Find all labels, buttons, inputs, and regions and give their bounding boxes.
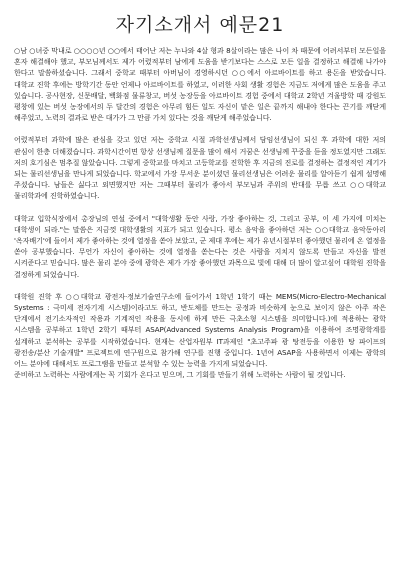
paragraph-gap xyxy=(14,202,386,213)
paragraph-science-interest: 어렸적부터 과학에 많은 관심을 갖고 있던 저는 중학교 시절 과학선생님께서 담임선생님이 되신 후 과학에 대한 저의 관심이 한층 더해졌습니다. 과학시간이면 항상 선생님께 질문을 많이 해서 거꿈은 선생님께 꾸중을 듣을 정도였지만 그래도 저의 호기심은 멈추질 않았습니다. 그렇게 중학교를 마치고 고등학교를 진학한 후 지금의 진로를 결정하는 결정적인 계기가 되는 물리선생님을 만나게 되었습니다. 학교에서 가장 무서운 분이셨던 물리선생님은 어려운 물리를 알아듣기 쉽게 설명해 주셨습니다. 남들은 싫다고 외면했지만 저는 그때부터 물리가 좋아서 부모님과 주위의 반대를 무릅 쓰고 ○○대학교 물리학과에 진학하였습니다. xyxy=(14,135,386,201)
document-title: 자기소개서 예문21 xyxy=(115,14,285,36)
paragraph-family-background: ○남 ○녀중 막내로 ○○○○년 ○○에서 태어난 저는 누나와 4살 형과 8살이라는 많은 나이 차 때문에 어려서부터 모든일을 혼자 해결해야 했고, 부모님께서도 제가 어렸적부터 남에게 도움을 받기보다는 스스로 모든 일을 결정하고 해결해 나가야 한다고 말씀하셨습니다. 그래서 중학교 때부터 아버님이 경영하시던 ○○에서 아르바이트를 하고 용돈을 받았습니다. 대학교 진학 후에는 방학기간 동안 언제나 아르바이트를 하였고, 이러한 사회 생활 경험은 지금도 저에게 많은 도움을 주고 있습니다. 공사현장, 신문배달, 백화점 물류창고, 버섯 농장등을 아르바이트 경험 중에서 대학교 2학년 겨울방학 때 강원도 평창에 있는 버섯 농장에서의 두 달간의 경험은 아무리 힘든 일도 자신이 맡은 일은 끝까지 해내야 한다는 끈기를 깨닫게 해주었고, 노력의 결과로 받은 대가가 그 만큼 가치 있다는 것을 깨닫게 해주었습니다. xyxy=(14,46,386,123)
paragraph-graduate-research: 대학원 진학 후 ○○대학교 광전자·정보기술연구소에 들어가서 1학년 1학기 때는 MEMS(Micro-Electro-Mechanical Systems : 극미세 전자기계 시스템)이라고도 하고, 반도체를 만드는 공정과 비슷하게 눈으로 보이지 않은 아주 작은 단계에서 전기소자적인 작용과 기계적인 작용을 동시에 하게 만든 극초소형 시스템을 의미합니다.)에 적용하는 광학 시스템을 공부하고 1학년 2학기 때부터 ASAP(Advanced Systems Analysis Program)을 이용하여 조명광학계를 설계하고 분석하는 공부를 시작하였습니다. 현재는 산업자원부 IT과제인 "초고주파 광 탕전등을 이용한 탕 파이프의 광전송/분산 기술개발" 프로젝트에 연구원으로 참가해 연구를 진행 중입니다. 1년여 ASAP을 사용하면서 이제는 광학의 어느 분야에 대해서도 프로그램을 만들고 분석할 수 있는 능력을 가지게 되었습니다. xyxy=(14,291,386,369)
paragraph-gap xyxy=(14,280,386,291)
paragraph-gap xyxy=(14,123,386,134)
paragraph-university-life: 대학교 입학식장에서 총장님의 연설 중에서 "대학생활 동안 사랑, 가장 좋아하는 것, 그리고 공부, 이 세 가지에 미치는 대학생이 되라."는 말씀은 지금껏 대학생활의 지표가 되고 있습니다. 평소 음악을 좋아하던 저는 ○○대학교 음악동아리 '옥자배기'에 들어서 제가 좋아하는 것에 열정을 쏟아 보았고, 군 제대 후에는 제가 유년시절부터 좋아했던 물리에 온 열정을 쏟아 공부했습니다. 무언가 자신이 좋아하는 것에 열정을 쏟는다는 것은 사람을 지치지 않도록 만들고 자신을 발전 시켜준다고 믿습니다. 많은 물리 분야 중에 광학은 제가 가장 좋아했던 과목으로 빛에 대해 더 많이 알고싶어 대학원 진학을 결정하게 되었습니다. xyxy=(14,213,386,279)
paragraph-closing: 준비하고 노력하는 사람에게는 꼭 기회가 온다고 믿으며, 그 기회를 만들기 위해 노력하는 사람이 될 것입니다. xyxy=(14,370,346,380)
